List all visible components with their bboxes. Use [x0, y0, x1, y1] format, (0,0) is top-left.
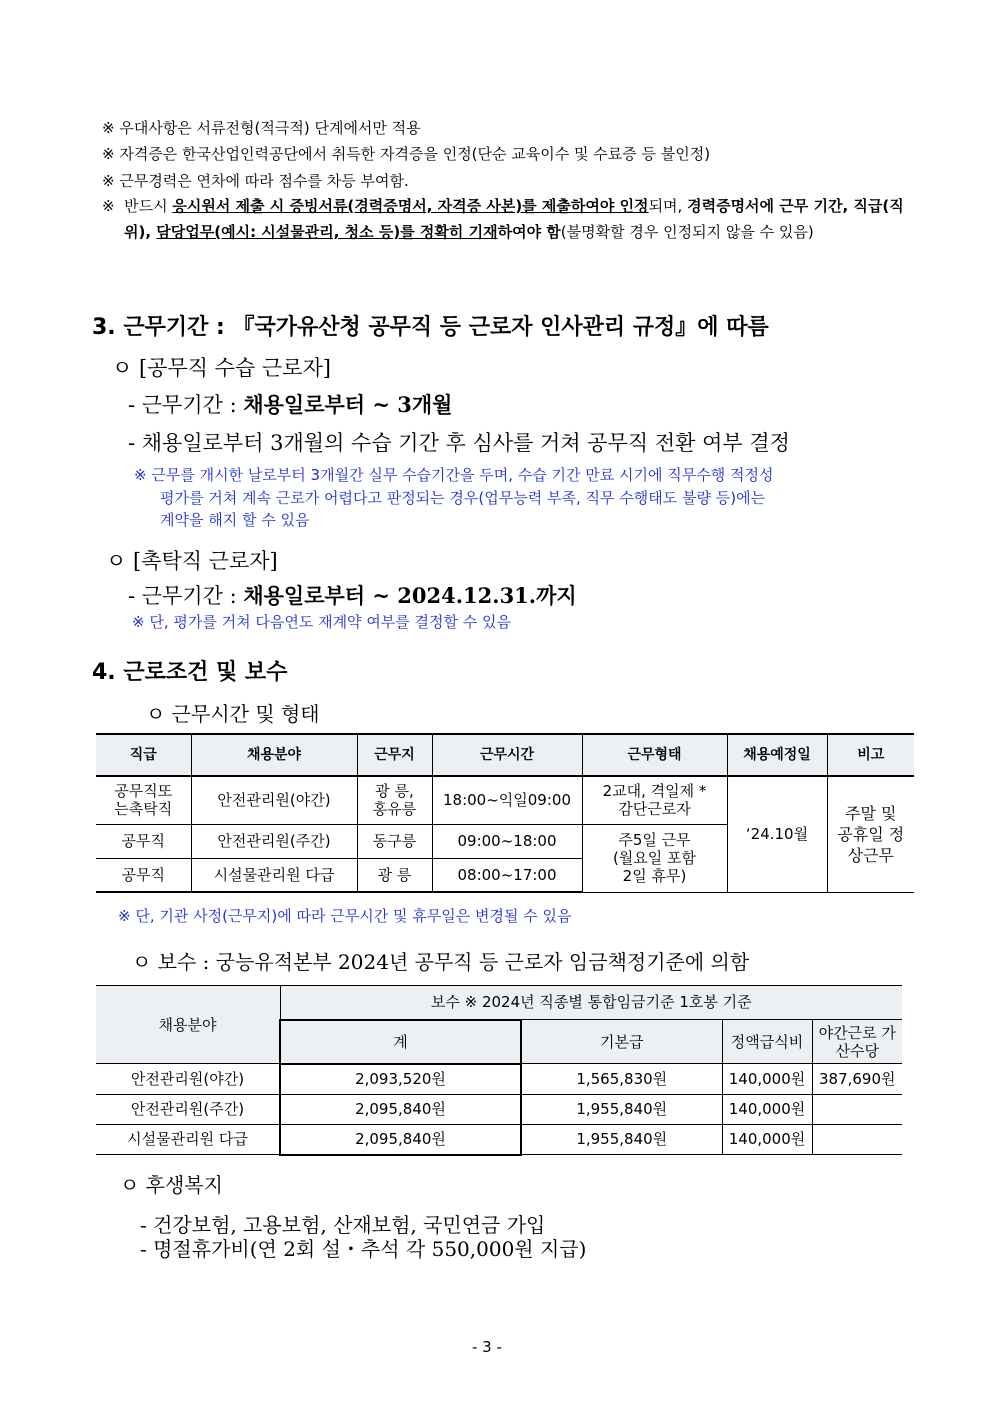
table-row	[96, 1064, 902, 1095]
col-header-form: 근무형태	[582, 734, 727, 776]
pay-field-header: 채용분야	[96, 986, 280, 1064]
contract-period: - 근무기간 : 채용일로부터 ~ 2024.12.31.까지	[128, 583, 577, 608]
cell-field: 시설물관리원 다급	[191, 858, 357, 892]
pay-cell-base: 1,955,840원	[521, 1094, 722, 1124]
cell-hours: 09:00~18:00	[432, 824, 582, 858]
trainee-note-2: 평가를 거쳐 계속 근로가 어렵다고 판정되는 경우(업무능력 부족, 직무 수행태도 불량 등)에는	[160, 489, 766, 507]
col-header-hours: 근무시간	[432, 734, 582, 776]
pay-cell-total: 2,093,520원	[280, 1064, 521, 1095]
col-header-grade: 직급	[96, 734, 191, 776]
pay-heading: ㅇ 보수 : 궁능유적본부 2024년 공무직 등 근로자 임금책정기준에 의함	[132, 950, 750, 974]
pay-cell-meal: 140,000원	[722, 1064, 812, 1095]
cell-place: 광 릉	[357, 858, 432, 892]
note-evidence: ※ 반드시 응시원서 제출 시 증빙서류(경력증명서, 자격증 사본)를 제출하여야 인정되며, 경력증명서에 근무 기간, 직급(직위), 담당업무(예시: 시설물관리, 청소 등)를 정확히 기재하여야 함(불명확할 경우 인정되지 않을 수 있음)	[102, 197, 904, 241]
cell-remark: 주말 및 공휴일 정상근무	[827, 776, 914, 892]
pay-cell-field: 안전관리원(주간)	[96, 1094, 280, 1124]
pay-cell-field: 안전관리원(야간)	[96, 1064, 280, 1095]
note-career: ※ 근무경력은 연차에 따라 점수를 차등 부여함.	[102, 172, 409, 190]
page-number: - 3 -	[472, 1338, 502, 1356]
pay-cell-total: 2,095,840원	[280, 1094, 521, 1124]
trainee-note-1: ※ 근무를 개시한 날로부터 3개월간 실무 수습기간을 두며, 수습 기간 만료 시기에 직무수행 적정성	[134, 466, 774, 484]
section3-title: 3. 근무기간 : 『국가유산청 공무직 등 근로자 인사관리 규정』에 따름	[92, 315, 769, 340]
pay-cell-base: 1,565,830원	[521, 1064, 722, 1095]
table-row	[96, 776, 914, 824]
pay-subheader-meal: 정액급식비	[722, 1020, 812, 1064]
welfare-item: - 건강보험, 고용보험, 산재보험, 국민연금 가입	[140, 1213, 546, 1237]
pay-subheader-total: 계	[280, 1020, 521, 1064]
cell-hours: 08:00~17:00	[432, 858, 582, 892]
note-certificate: ※ 자격증은 한국산업인력공단에서 취득한 자격증을 인정(단순 교육이수 및 수료증 등 불인정)	[102, 145, 711, 163]
pay-cell-total: 2,095,840원	[280, 1124, 521, 1155]
cell-field: 안전관리원(주간)	[191, 824, 357, 858]
welfare-heading: ㅇ 후생복지	[120, 1173, 223, 1197]
col-header-date: 채용예정일	[727, 734, 827, 776]
cell-grade: 공무직	[96, 858, 191, 892]
col-header-field: 채용분야	[191, 734, 357, 776]
pay-cell-meal: 140,000원	[722, 1094, 812, 1124]
table-row	[96, 1094, 902, 1124]
pay-cell-night: 387,690원	[812, 1064, 902, 1095]
hours-note: ※ 단, 기관 사정(근무지)에 따라 근무시간 및 휴무일은 변경될 수 있음	[118, 907, 572, 925]
trainee-note-3: 계약을 해지 할 수 있음	[160, 511, 310, 529]
pay-header: 보수 ※ 2024년 직종별 통합임금기준 1호봉 기준	[280, 986, 902, 1020]
cell-grade: 공무직	[96, 824, 191, 858]
cell-form: 2교대, 격일제 *감단근로자	[582, 776, 727, 824]
pay-cell-meal: 140,000원	[722, 1124, 812, 1155]
contract-heading: ㅇ [촉탁직 근로자]	[106, 549, 278, 573]
section4-title: 4. 근로조건 및 보수	[92, 660, 288, 685]
cell-form-shared: 주5일 근무 (월요일 포함 2일 휴무)	[582, 824, 727, 892]
cell-place: 동구릉	[357, 824, 432, 858]
hours-table	[96, 733, 914, 893]
pay-cell-field: 시설물관리원 다급	[96, 1124, 280, 1155]
cell-hours: 18:00~익일09:00	[432, 776, 582, 824]
cell-place: 광 릉, 홍유릉	[357, 776, 432, 824]
contract-note: ※ 단, 평가를 거쳐 다음연도 재계약 여부를 결정할 수 있음	[132, 613, 512, 631]
table-row	[96, 1124, 902, 1155]
pay-subheader-base: 기본급	[521, 1020, 722, 1064]
col-header-place: 근무지	[357, 734, 432, 776]
pay-table	[96, 985, 902, 1156]
hours-heading: ㅇ 근무시간 및 형태	[146, 702, 320, 726]
trainee-heading: ㅇ [공무직 수습 근로자]	[112, 356, 331, 380]
welfare-item: - 명절휴가비(연 2회 설・추석 각 550,000원 지급)	[140, 1237, 587, 1261]
cell-grade: 공무직또는촉탁직	[96, 776, 191, 824]
trainee-line2: - 채용일로부터 3개월의 수습 기간 후 심사를 거쳐 공무직 전환 여부 결정	[128, 431, 790, 455]
cell-date: ‘24.10월	[727, 776, 827, 892]
pay-cell-night	[812, 1124, 902, 1155]
pay-subheader-night: 야간근로 가산수당	[812, 1020, 902, 1064]
pay-cell-night	[812, 1094, 902, 1124]
trainee-period: - 근무기간 : 채용일로부터 ~ 3개월	[128, 392, 453, 417]
pay-cell-base: 1,955,840원	[521, 1124, 722, 1155]
note-preference: ※ 우대사항은 서류전형(적극적) 단계에서만 적용	[102, 119, 421, 137]
cell-field: 안전관리원(야간)	[191, 776, 357, 824]
col-header-remark: 비고	[827, 734, 914, 776]
